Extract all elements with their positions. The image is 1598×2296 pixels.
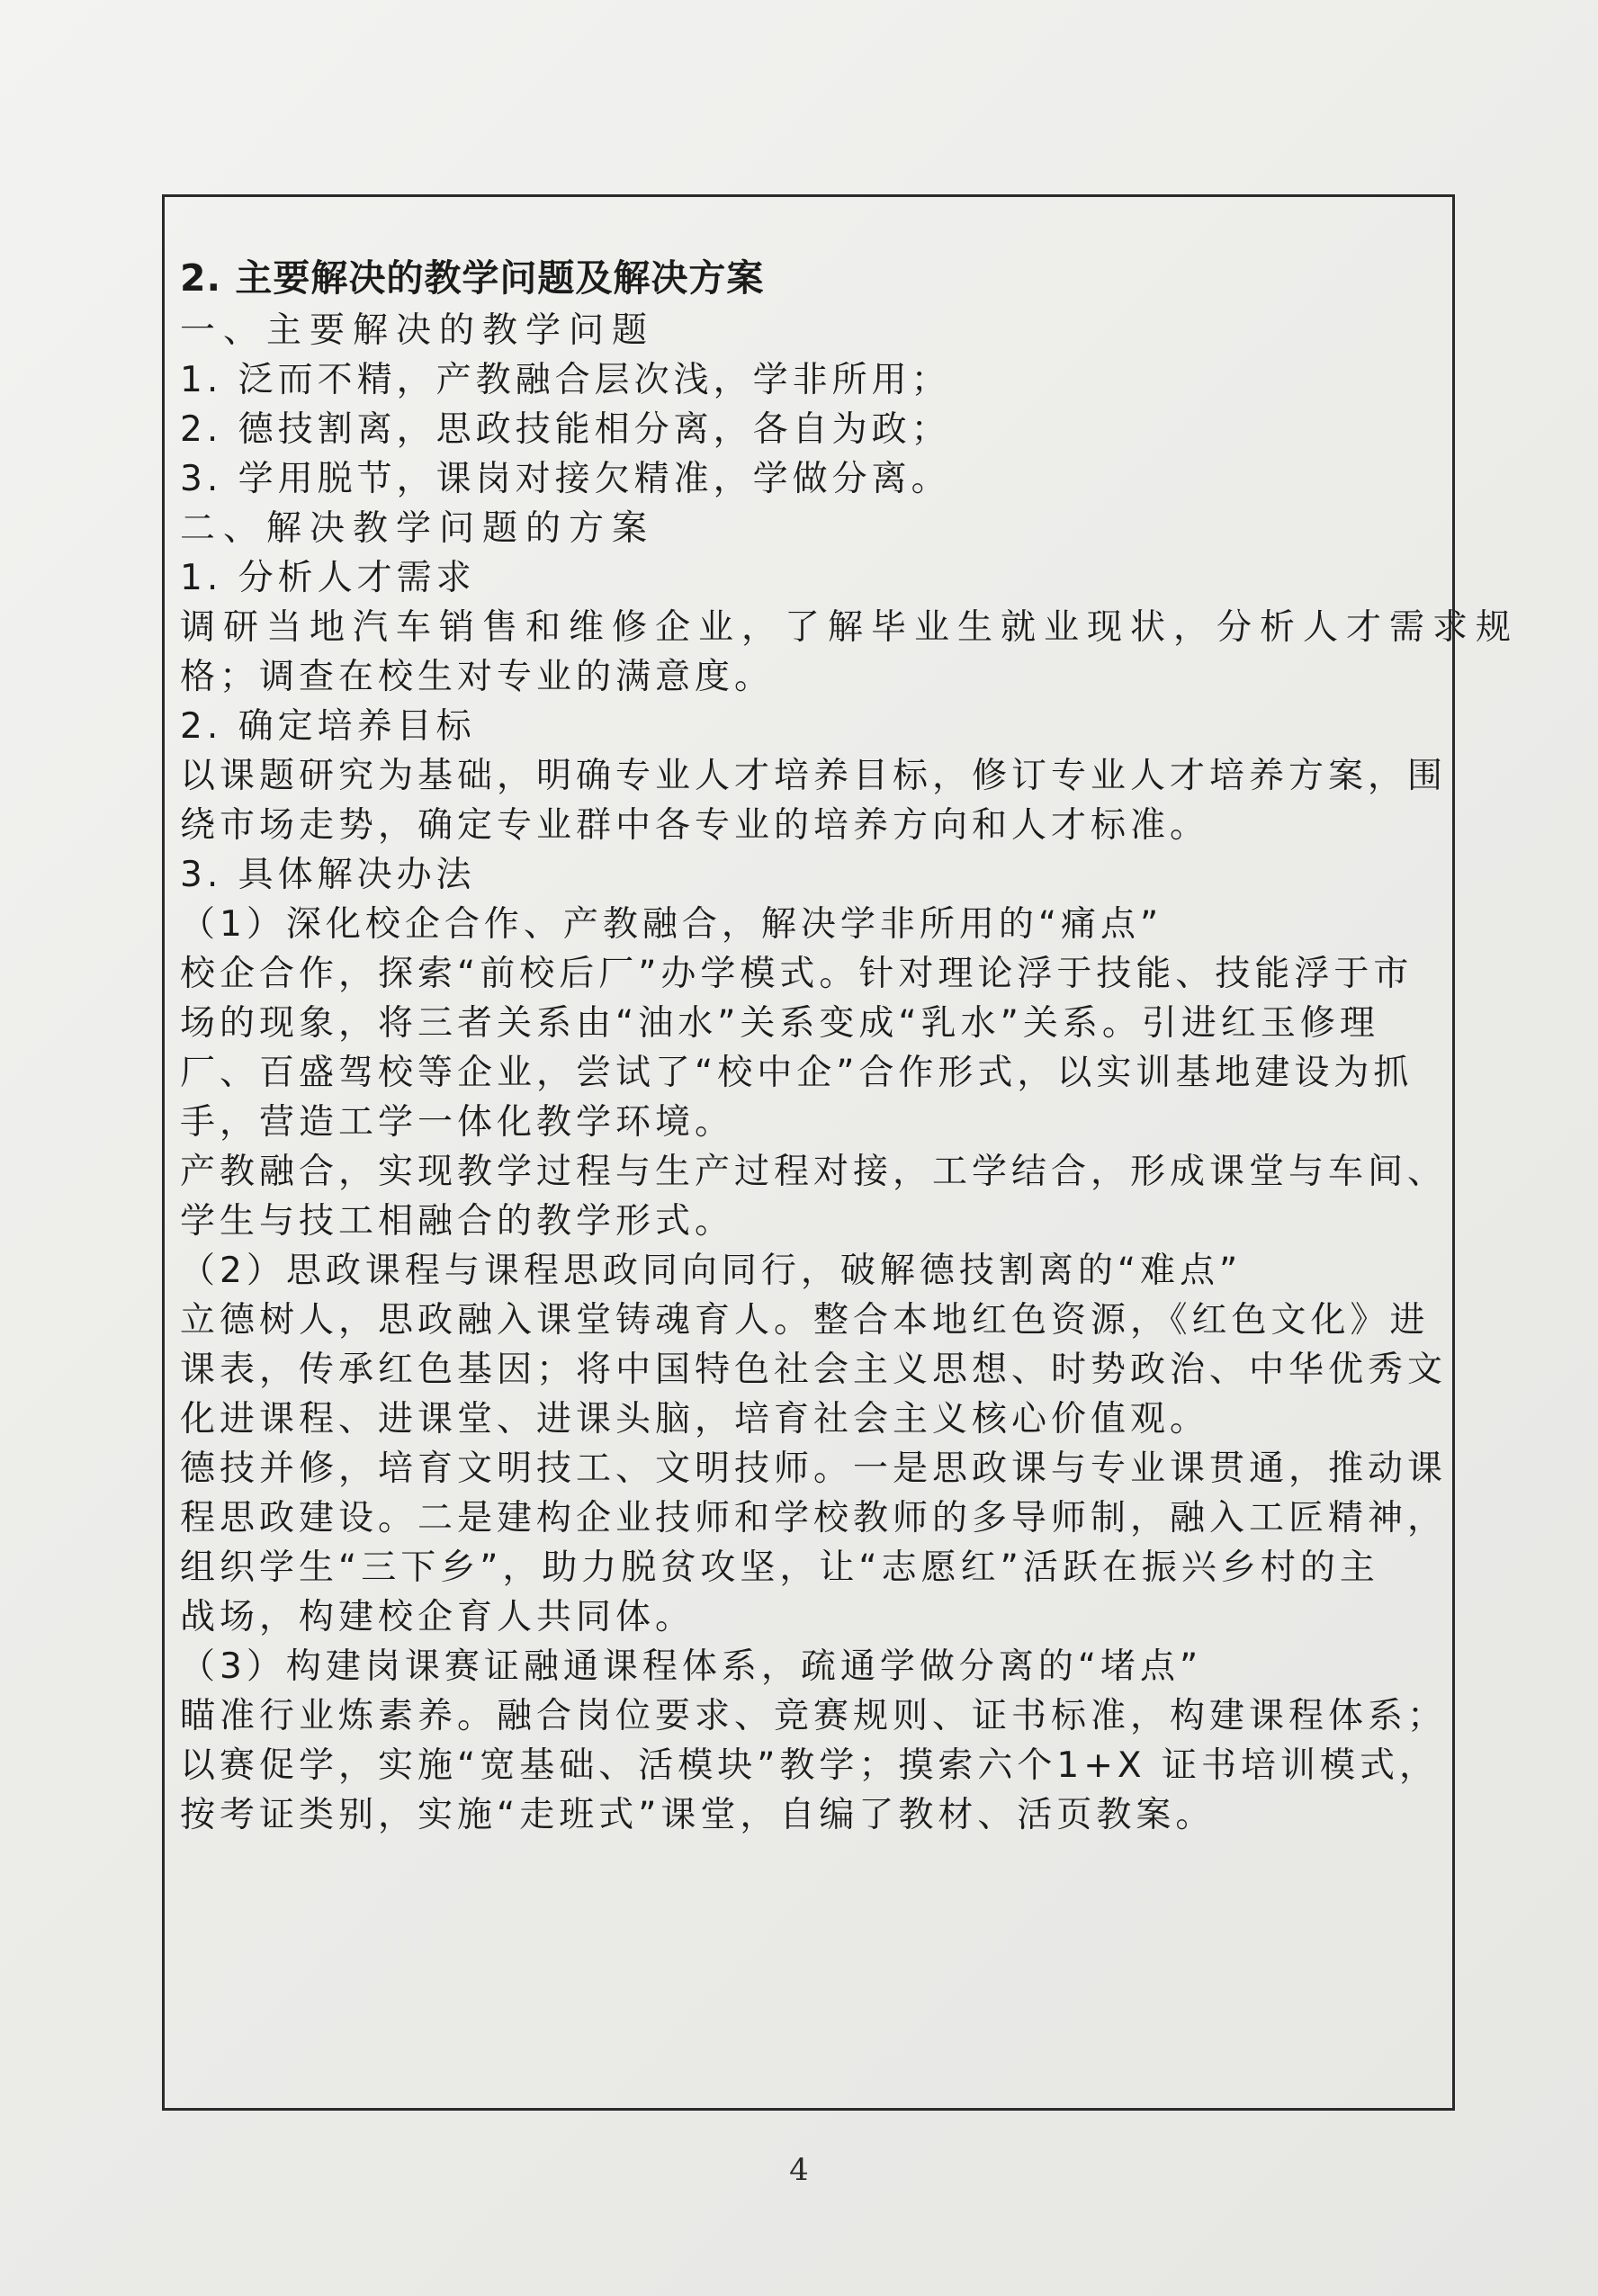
section-title: 2. 主要解决的教学问题及解决方案 xyxy=(180,256,765,300)
paragraph-line: 以课题研究为基础，明确专业人才培养目标，修订专业人才培养方案，围 xyxy=(180,756,1448,796)
paragraph-line: 场的现象，将三者关系由“油水”关系变成“乳水”关系。引进红玉修理 xyxy=(180,1003,1379,1044)
paragraph-line: 德技并修，培育文明技工、文明技师。一是思政课与专业课贯通，推动课 xyxy=(180,1448,1448,1489)
paragraph-line: 课表，传承红色基因；将中国特色社会主义思想、时势政治、中华优秀文 xyxy=(180,1350,1448,1390)
paragraph-line: 以赛促学，实施“宽基础、活模块”教学；摸索六个1+X 证书培训模式， xyxy=(180,1745,1440,1786)
subheading: （1）深化校企合作、产教融合，解决学非所用的“痛点” xyxy=(180,904,1163,945)
list-item: 2. 德技割离，思政技能相分离，各自为政； xyxy=(180,409,951,450)
paragraph-line: 组织学生“三下乡”，助力脱贫攻坚，让“志愿红”活跃在振兴乡村的主 xyxy=(180,1547,1379,1588)
page-number: 4 xyxy=(789,2152,809,2188)
subheading: 二、解决教学问题的方案 xyxy=(180,508,656,549)
paragraph-line: 化进课程、进课堂、进课头脑，培育社会主义核心价值观。 xyxy=(180,1399,1210,1439)
document-body xyxy=(180,250,1520,1840)
paragraph-line: 瞄准行业炼素养。融合岗位要求、竞赛规则、证书标准，构建课程体系； xyxy=(180,1696,1448,1736)
paragraph-line: 格；调查在校生对专业的满意度。 xyxy=(180,657,775,697)
paragraph-line: 战场，构建校企育人共同体。 xyxy=(180,1597,696,1637)
paragraph-line: 立德树人，思政融入课堂铸魂育人。整合本地红色资源，《红色文化》进 xyxy=(180,1300,1430,1341)
paragraph-line: 厂、百盛驾校等企业，尝试了“校中企”合作形式，以实训基地建设为抓 xyxy=(180,1053,1414,1093)
subheading: 1. 分析人才需求 xyxy=(180,558,476,598)
paragraph-line: 产教融合，实现教学过程与生产过程对接，工学结合，形成课堂与车间、 xyxy=(180,1152,1448,1192)
paragraph-line: 程思政建设。二是建构企业技师和学校教师的多导师制，融入工匠精神， xyxy=(180,1498,1448,1538)
paragraph-line: 学生与技工相融合的教学形式。 xyxy=(180,1201,735,1242)
paragraph-line: 调研当地汽车销售和维修企业，了解毕业生就业现状，分析人才需求规 xyxy=(180,607,1520,648)
subheading: 3. 具体解决办法 xyxy=(180,855,476,895)
paragraph-line: 校企合作，探索“前校后厂”办学模式。针对理论浮于技能、技能浮于市 xyxy=(180,954,1414,994)
subheading: 一、主要解决的教学问题 xyxy=(180,310,656,351)
paragraph-line: 按考证类别，实施“走班式”课堂，自编了教材、活页教案。 xyxy=(180,1795,1216,1835)
list-item: 3. 学用脱节，课岗对接欠精准，学做分离。 xyxy=(180,459,951,499)
subheading: 2. 确定培养目标 xyxy=(180,706,476,747)
subheading: （3）构建岗课赛证融通课程体系，疏通学做分离的“堵点” xyxy=(180,1646,1203,1687)
paragraph-line: 绕市场走势，确定专业群中各专业的培养方向和人才标准。 xyxy=(180,805,1210,846)
list-item: 1. 泛而不精，产教融合层次浅，学非所用； xyxy=(180,360,951,400)
subheading: （2）思政课程与课程思政同向同行，破解德技割离的“难点” xyxy=(180,1251,1243,1291)
paragraph-line: 手，营造工学一体化教学环境。 xyxy=(180,1102,735,1143)
